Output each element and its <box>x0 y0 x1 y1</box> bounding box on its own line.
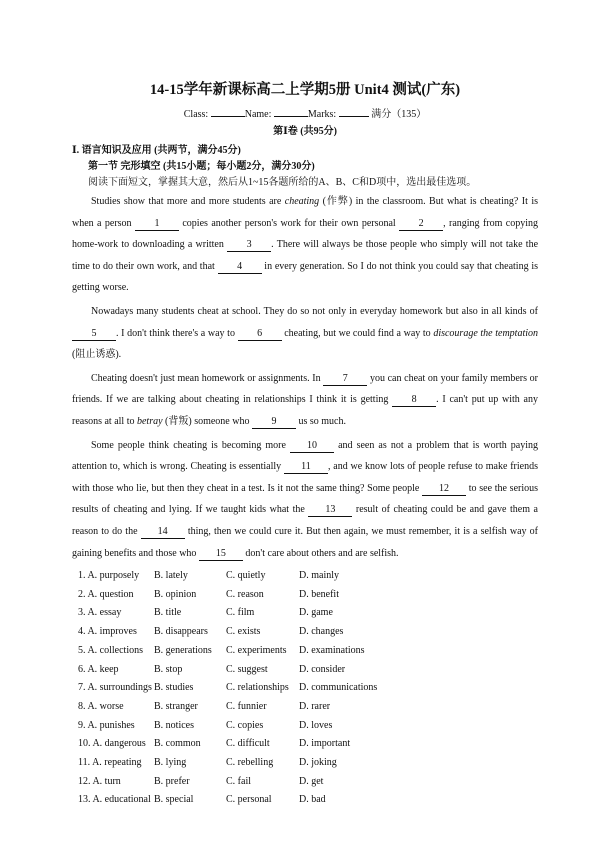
text: , and we know lots of people refuse to make friends with those who lie, but then they cheat in a test. Is it not the same thing? Some people <box>72 461 538 494</box>
text: (背叛) someone who <box>162 415 252 427</box>
text: Studies show that more and more students are <box>91 196 285 207</box>
option-c[interactable]: C. copies <box>226 719 264 731</box>
blank-2[interactable]: 2 <box>399 218 443 231</box>
option-a[interactable]: 10. A. dangerous <box>78 738 146 750</box>
option-b[interactable]: B. opinion <box>154 588 197 600</box>
option-d[interactable]: D. communications <box>299 682 378 694</box>
option-row <box>72 679 538 698</box>
option-a[interactable]: 6. A. keep <box>78 663 119 675</box>
option-a[interactable]: 1. A. purposely <box>78 570 140 582</box>
option-c[interactable]: C. rebelling <box>226 756 274 768</box>
option-row <box>72 773 538 792</box>
blank-7[interactable]: 7 <box>323 373 367 386</box>
passage-paragraph-4 <box>72 435 538 565</box>
option-d[interactable]: D. examinations <box>299 644 365 656</box>
option-a[interactable]: 2. A. question <box>78 588 134 600</box>
option-row <box>72 567 538 586</box>
exam-page <box>72 74 538 810</box>
option-c[interactable]: C. quietly <box>226 570 266 582</box>
text: you can cheat on your family members or friends. If we are talking about cheating in relationships I think it is getting <box>72 372 539 406</box>
text: . I don't think there's a way to <box>116 327 238 339</box>
blank-14[interactable]: 14 <box>141 526 185 539</box>
option-d[interactable]: D. get <box>299 775 324 787</box>
passage-paragraph-3 <box>72 368 538 433</box>
option-row <box>72 698 538 717</box>
text: cheating, but we could find a way to <box>281 327 434 339</box>
option-b[interactable]: B. generations <box>154 644 212 656</box>
option-c[interactable]: C. difficult <box>226 738 270 750</box>
instructions: 阅读下面短文，掌握其大意，然后从1~15各题所给的A、B、C和D项中，选出最佳选项。 <box>88 177 477 188</box>
option-b[interactable]: B. lately <box>154 570 188 582</box>
option-c[interactable]: C. film <box>226 607 255 619</box>
blank-3[interactable]: 3 <box>227 239 271 252</box>
option-a[interactable]: 9. A. punishes <box>78 719 135 731</box>
text: Cheating doesn't just mean homework or assignments. In <box>91 372 324 384</box>
passage-paragraph-1 <box>72 191 538 299</box>
text: . I can't put up with any reasons at all to <box>72 394 538 427</box>
blank-1[interactable]: 1 <box>135 218 179 231</box>
option-d[interactable]: D. mainly <box>299 570 339 582</box>
option-row <box>72 754 538 773</box>
option-b[interactable]: B. notices <box>154 719 194 731</box>
blank-9[interactable]: 9 <box>252 416 296 429</box>
options-list <box>72 567 538 810</box>
option-c[interactable]: C. personal <box>226 794 272 806</box>
option-d[interactable]: D. game <box>299 607 333 619</box>
blank-8[interactable]: 8 <box>392 394 436 407</box>
volume-heading: 第Ⅰ卷 (共95分) <box>273 126 337 137</box>
option-row <box>72 791 538 810</box>
option-a[interactable]: 13. A. educational <box>78 794 151 806</box>
option-d[interactable]: D. changes <box>299 626 344 638</box>
class-label: Class: <box>183 109 209 120</box>
option-row <box>72 586 538 605</box>
option-c[interactable]: C. relationships <box>226 682 289 694</box>
option-a[interactable]: 8. A. worse <box>78 700 124 712</box>
blank-5[interactable]: 5 <box>72 328 116 341</box>
option-row <box>72 623 538 642</box>
option-b[interactable]: B. studies <box>154 682 194 694</box>
marks-label: Marks: <box>307 109 337 120</box>
option-b[interactable]: B. prefer <box>154 775 190 787</box>
blank-15[interactable]: 15 <box>199 548 243 561</box>
option-d[interactable]: D. loves <box>299 719 333 731</box>
text: (阻止诱惑). <box>72 349 122 361</box>
text: result of cheating could be and gave them a reason to do the <box>72 504 538 537</box>
option-b[interactable]: B. title <box>154 607 182 619</box>
option-b[interactable]: B. disappears <box>154 626 208 638</box>
marks-field[interactable] <box>339 106 369 117</box>
text: . There will always be those people who simply will not take the time to do their own work, and that <box>72 239 539 272</box>
option-d[interactable]: D. benefit <box>299 588 339 600</box>
blank-4[interactable]: 4 <box>218 261 262 274</box>
text: , ranging from copying home-work to downloading a written <box>72 217 538 251</box>
emphasis: discourage the temptation <box>433 327 539 339</box>
blank-11[interactable]: 11 <box>284 461 328 474</box>
subsection-heading: 第一节 完形填空 (共15小题；每小题2分，满分30分) <box>88 161 315 172</box>
option-c[interactable]: C. reason <box>226 588 264 600</box>
option-b[interactable]: B. stop <box>154 663 183 675</box>
option-a[interactable]: 7. A. surroundings <box>78 682 152 694</box>
option-a[interactable]: 4. A. improves <box>78 626 137 638</box>
blank-10[interactable]: 10 <box>290 440 334 453</box>
option-a[interactable]: 12. A. turn <box>78 775 121 787</box>
option-row <box>72 604 538 623</box>
option-d[interactable]: D. bad <box>299 794 326 806</box>
text: copies another person's work for their own personal <box>178 217 400 229</box>
option-b[interactable]: B. lying <box>154 756 187 768</box>
emphasis: betray <box>136 415 163 427</box>
text: (作弊) in the classroom. But what is cheating? It is when a person <box>72 196 538 229</box>
text: to see the serious results of cheating and lying. If we taught kids what the <box>72 482 539 516</box>
option-a[interactable]: 11. A. repeating <box>78 756 142 768</box>
text: us so much. <box>295 415 346 427</box>
text: in every generation. So I do not think you could say that cheating is getting worse. <box>72 260 539 294</box>
class-field[interactable] <box>211 106 245 117</box>
full-score-label: 满分（135） <box>371 109 427 120</box>
option-b[interactable]: B. stranger <box>154 700 198 712</box>
option-c[interactable]: C. exists <box>226 626 261 638</box>
option-c[interactable]: C. suggest <box>226 663 268 675</box>
option-d[interactable]: D. rarer <box>299 700 331 712</box>
student-info-line <box>72 106 538 122</box>
option-row <box>72 717 538 736</box>
emphasis: cheating <box>284 196 320 207</box>
text: Some people think cheating is becoming more <box>91 439 291 451</box>
name-field[interactable] <box>274 106 308 117</box>
option-c[interactable]: C. fail <box>226 775 251 787</box>
blank-6[interactable]: 6 <box>238 328 282 341</box>
blank-13[interactable]: 13 <box>308 504 352 517</box>
option-row <box>72 642 538 661</box>
option-d[interactable]: D. joking <box>299 756 337 768</box>
passage-paragraph-2 <box>72 301 538 366</box>
name-label: Name: <box>244 109 272 120</box>
option-b[interactable]: B. special <box>154 794 194 806</box>
text: Nowadays many students cheat at school. They do so not only in everyday homework but also in all kinds of <box>91 305 538 317</box>
text: don't care about others and are selfish. <box>242 547 399 559</box>
option-a[interactable]: 5. A. collections <box>78 644 143 656</box>
text: and seen as not a problem that is worth paying attention to, which is wrong. Cheating is essentially <box>72 439 539 473</box>
option-a[interactable]: 3. A. essay <box>78 607 122 619</box>
option-row <box>72 661 538 680</box>
option-c[interactable]: C. funnier <box>226 700 267 712</box>
page-title: 14-15学年新课标高二上学期5册 Unit4 测试(广东) <box>149 82 461 98</box>
section-heading: Ⅰ. 语言知识及应用 (共两节，满分45分) <box>72 145 241 156</box>
option-d[interactable]: D. consider <box>299 663 346 675</box>
text: thing, then we could cure it. But then again, we must remember, it is a selfish way of gaining benefits and those who <box>72 525 538 559</box>
option-c[interactable]: C. experiments <box>226 644 287 656</box>
option-b[interactable]: B. common <box>154 738 201 750</box>
option-row <box>72 735 538 754</box>
blank-12[interactable]: 12 <box>422 483 466 496</box>
option-d[interactable]: D. important <box>299 738 351 750</box>
